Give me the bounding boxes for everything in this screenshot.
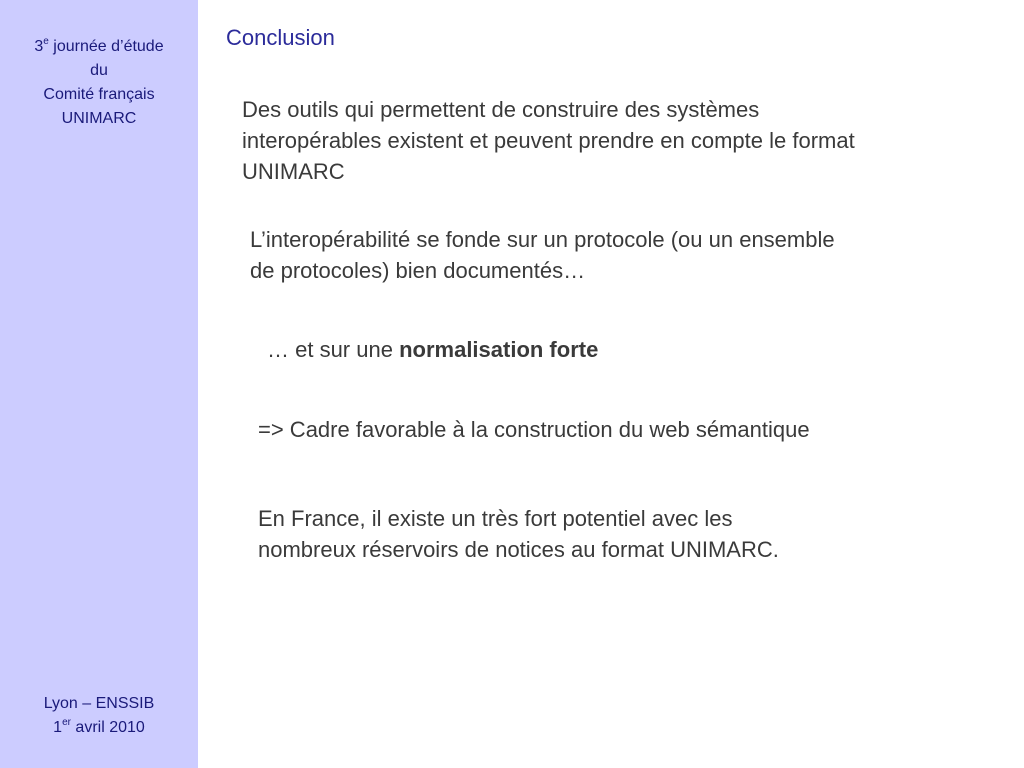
paragraph-tools-line-3: UNIMARC	[242, 159, 345, 184]
paragraph-france-potential	[258, 503, 958, 565]
paragraph-semantic-web: => Cadre favorable à la construction du web sémantique	[258, 417, 810, 442]
slide-title: Conclusion	[226, 25, 335, 50]
paragraph-interoperability-line-1: L’interopérabilité se fonde sur un protocole (ou un ensemble	[250, 227, 835, 252]
paragraph-france-potential-line-2: nombreux réservoirs de notices au format UNIMARC.	[258, 537, 779, 562]
sidebar-footer-month-year: avril 2010	[70, 719, 145, 736]
sidebar-header-line-1	[0, 35, 198, 59]
sidebar-header	[0, 35, 198, 131]
paragraph-interoperability	[250, 224, 970, 286]
sidebar-footer-date	[0, 716, 198, 740]
paragraph-tools	[242, 94, 982, 187]
sidebar-header-superscript: e	[43, 35, 49, 47]
sidebar-header-line-4: UNIMARC	[61, 110, 137, 127]
sidebar-footer-superscript: er	[62, 716, 71, 728]
sidebar-header-number: 3	[34, 38, 44, 55]
paragraph-france-potential-line-1: En France, il existe un très fort potentiel avec les	[258, 506, 733, 531]
sidebar	[0, 0, 198, 768]
paragraph-normalisation-prefix: … et sur une	[267, 337, 400, 362]
sidebar-footer	[0, 692, 198, 740]
paragraph-interoperability-line-2: de protocoles) bien documentés…	[250, 258, 586, 283]
paragraph-normalisation-bold: normalisation forte	[399, 337, 599, 362]
sidebar-header-line-2: du	[90, 62, 108, 79]
sidebar-footer-location: Lyon – ENSSIB	[43, 695, 155, 712]
sidebar-header-text: journée d’étude	[48, 38, 164, 55]
sidebar-header-line-3: Comité français	[43, 86, 155, 103]
sidebar-footer-day: 1	[53, 719, 63, 736]
paragraph-tools-line-1: Des outils qui permettent de construire des systèmes	[242, 97, 760, 122]
paragraph-normalisation	[267, 334, 967, 365]
paragraph-tools-line-2: interopérables existent et peuvent prendre en compte le format	[242, 128, 855, 153]
